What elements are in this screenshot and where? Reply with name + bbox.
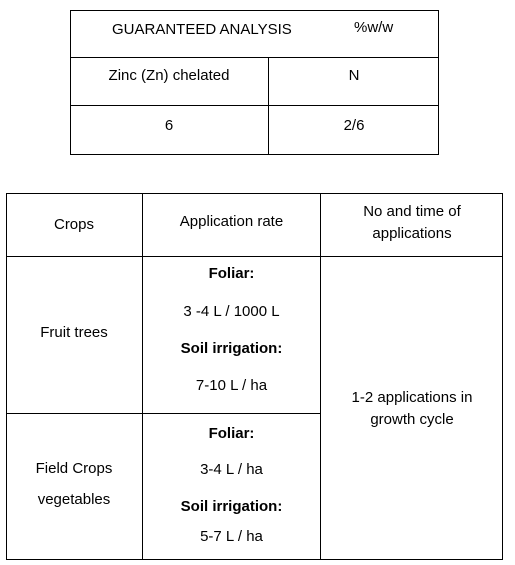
soil-irrigation-rate: 5-7 L / ha	[200, 528, 263, 545]
foliar-label: Foliar:	[208, 265, 255, 282]
crop-field-crops: Field Crops	[35, 460, 113, 477]
crop-fruit-trees: Fruit trees	[40, 324, 108, 341]
header-application-rate: Application rate	[179, 213, 284, 230]
foliar-rate: 3-4 L / ha	[200, 461, 263, 478]
rate-cell-field-crops	[143, 414, 320, 560]
analysis-col1-label: Zinc (Zn) chelated	[108, 67, 230, 84]
crop-field-crops-vegetables	[6, 414, 142, 560]
header-timing: No and time of applications	[363, 203, 461, 242]
header-crops: Crops	[53, 216, 94, 233]
application-col-divider-2	[320, 193, 321, 560]
foliar-label: Foliar:	[208, 425, 255, 442]
analysis-col2-value: 2/6	[343, 117, 365, 134]
soil-irrigation-rate: 7-10 L / ha	[195, 377, 268, 394]
crop-vegetables: vegetables	[37, 491, 111, 508]
soil-irrigation-label: Soil irrigation:	[180, 498, 283, 515]
analysis-col2-label: N	[348, 67, 360, 84]
analysis-title-text: GUARANTEED ANALYSIS	[112, 21, 292, 38]
timing-value: 1-2 applications in growth cycle	[351, 388, 473, 428]
soil-irrigation-label: Soil irrigation:	[180, 340, 283, 357]
foliar-rate: 3 -4 L / 1000 L	[183, 303, 280, 320]
rate-cell-fruit-trees	[143, 257, 320, 413]
analysis-title	[70, 10, 370, 50]
analysis-unit: %w/w	[354, 19, 394, 36]
analysis-col1-value: 6	[164, 117, 174, 134]
